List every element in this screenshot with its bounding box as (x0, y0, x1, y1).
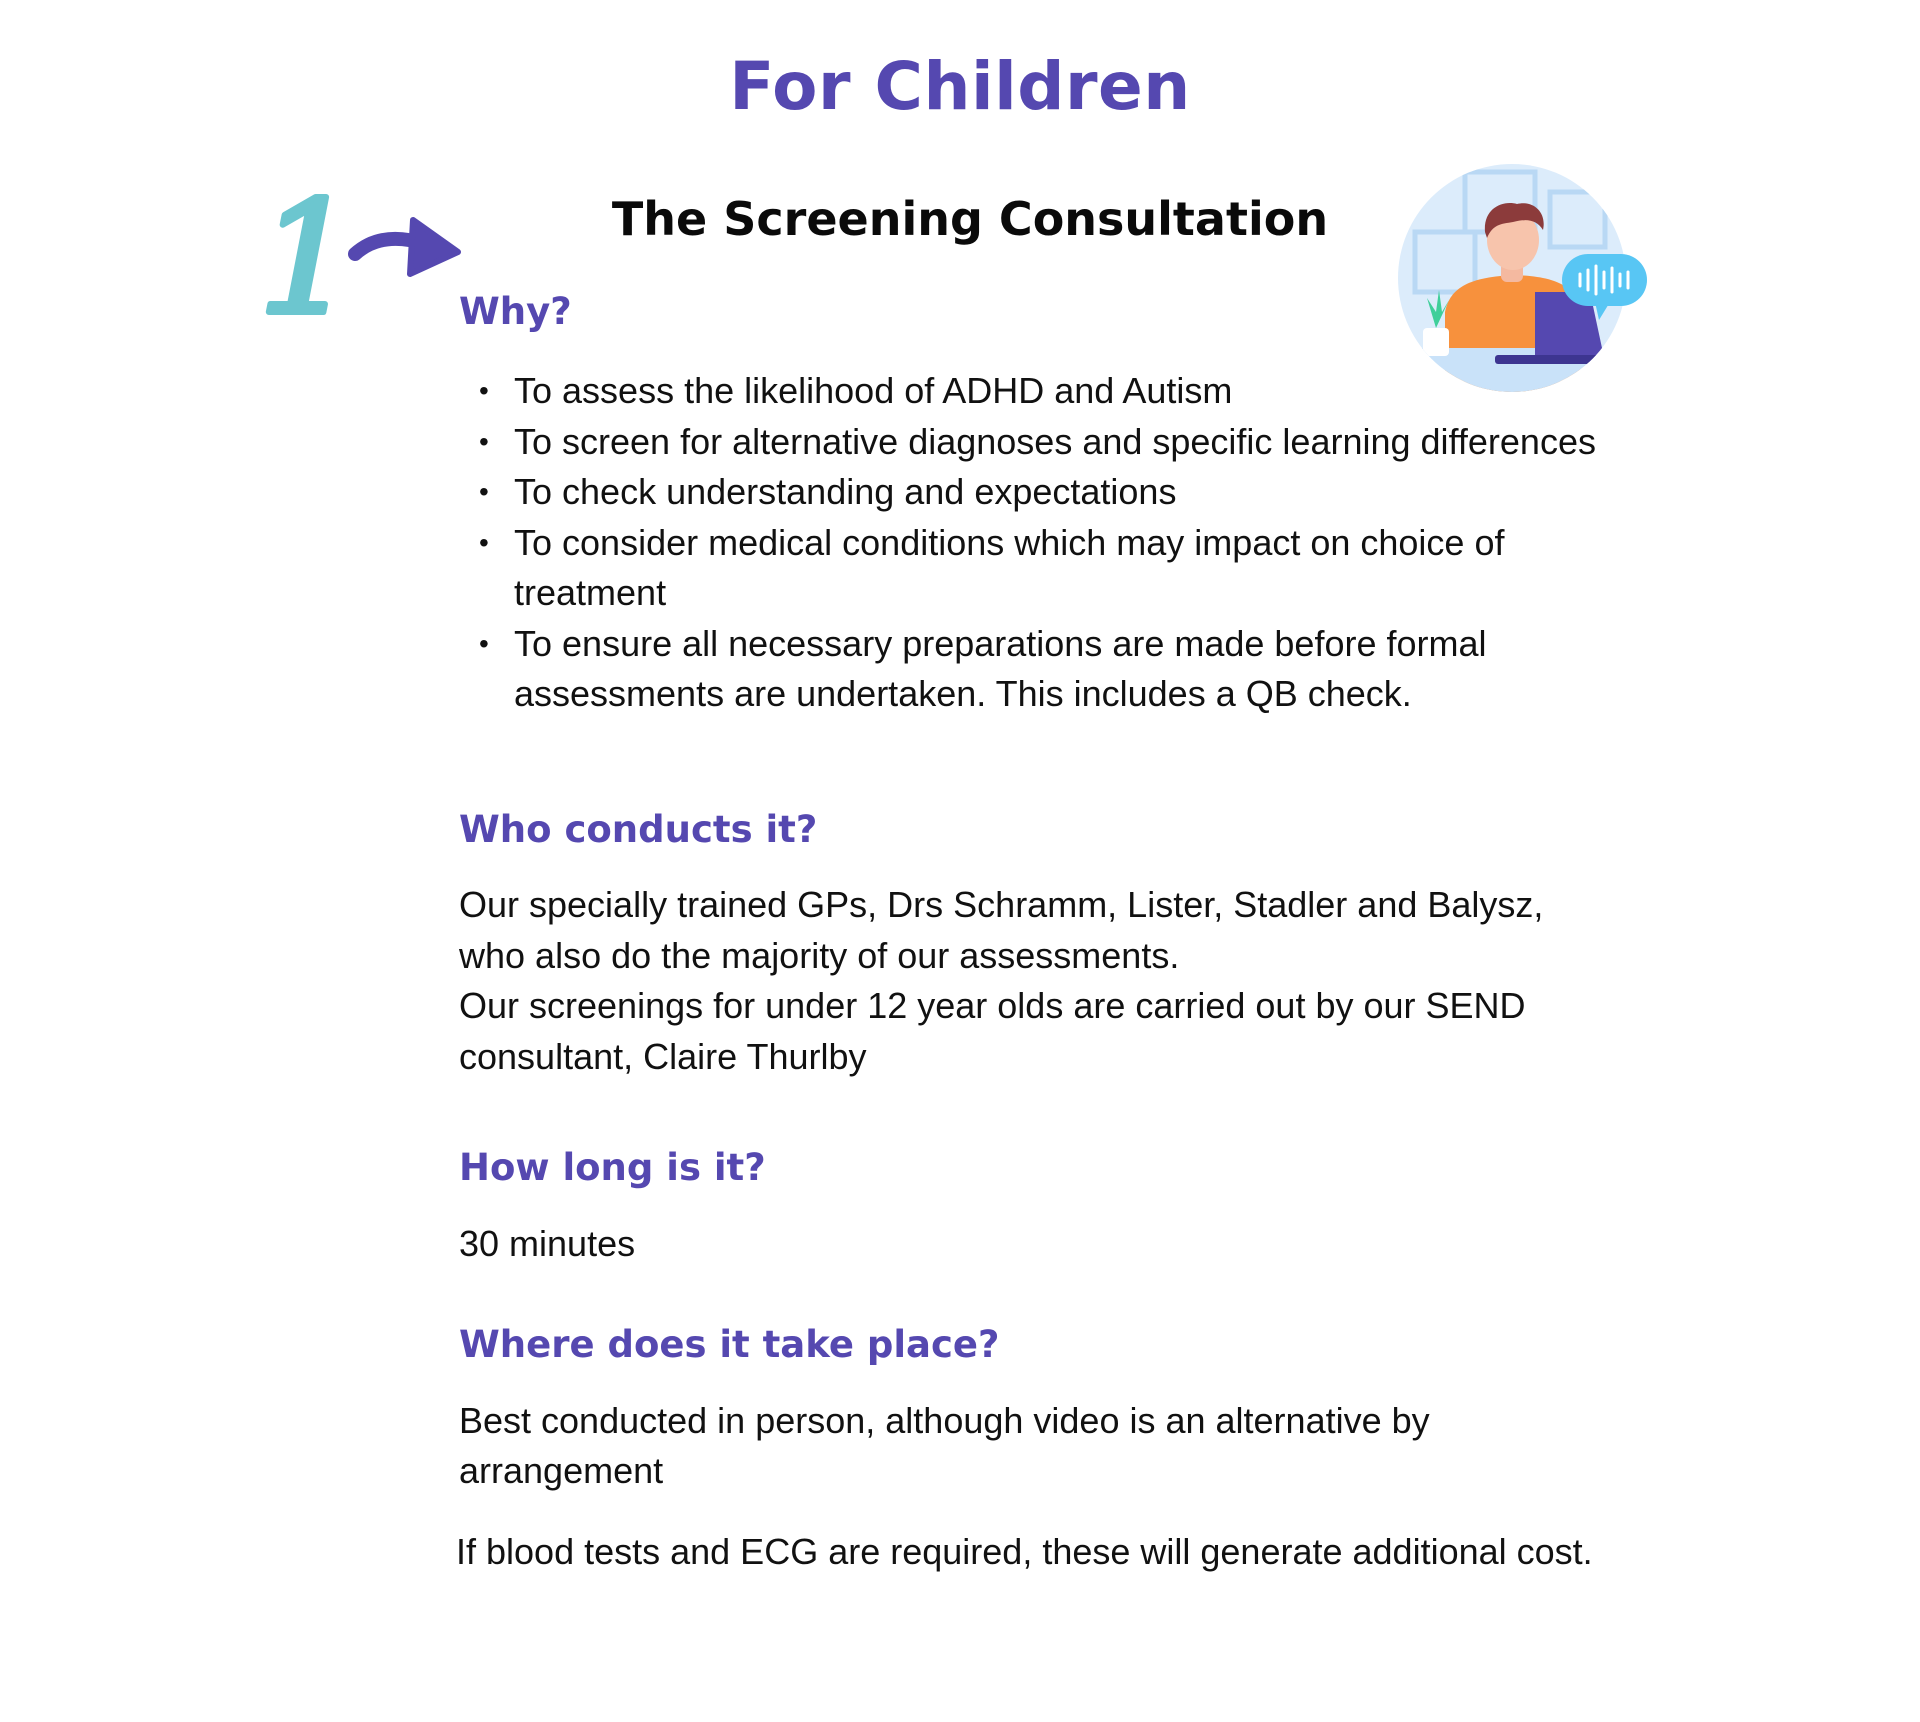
who-heading: Who conducts it? (459, 807, 818, 851)
step-number: 1 (258, 180, 357, 330)
who-paragraph-2: Our screenings for under 12 year olds are carried out by our SEND consultant, Claire Thurlby (459, 985, 1526, 1077)
list-item: • To consider medical conditions which may impact on choice of treatment (459, 518, 1609, 619)
list-item: • To check understanding and expectations (459, 467, 1609, 518)
page-title: For Children (729, 48, 1191, 125)
section-title: The Screening Consultation (611, 192, 1329, 246)
list-item: • To screen for alternative diagnoses and specific learning differences (459, 417, 1609, 468)
why-heading: Why? (459, 290, 572, 333)
list-item: • To ensure all necessary preparations are made before formal assessments are undertaken. This includes a QB check. (459, 619, 1609, 720)
step-number-graphic (250, 180, 470, 330)
why-list (459, 366, 1609, 720)
where-heading: Where does it take place? (459, 1323, 1000, 1367)
cost-note: If blood tests and ECG are required, these will generate additional cost. (456, 1530, 1593, 1572)
list-item: • To assess the likelihood of ADHD and Autism (459, 366, 1609, 417)
why-section (459, 290, 1609, 720)
curved-arrow-icon (355, 220, 458, 274)
where-section (456, 1323, 1609, 1577)
how-long-section (459, 1146, 1609, 1269)
who-section (459, 808, 1609, 1082)
how-long-heading: How long is it? (459, 1146, 766, 1190)
content (456, 290, 1609, 1577)
where-answer: Best conducted in person, although video is an alternative by arrangement (459, 1399, 1430, 1492)
who-paragraph-1: Our specially trained GPs, Drs Schramm, Lister, Stadler and Balysz, who also do the majority of our assessments. (459, 884, 1544, 976)
how-long-answer: 30 minutes (459, 1222, 636, 1264)
